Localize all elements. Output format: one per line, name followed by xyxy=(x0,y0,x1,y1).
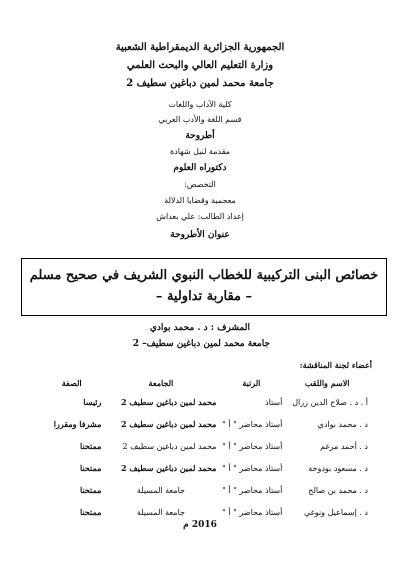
header-name: الاسم واللقب xyxy=(304,378,350,388)
university-name: جامعة محمد لمين دباغين سطيف 2 xyxy=(126,78,274,89)
table-row xyxy=(40,413,370,435)
member-university: جامعة المسيلة xyxy=(136,507,185,517)
member-role: رئيسا xyxy=(83,397,102,407)
member-rank: أستاذ محاضر " أ " xyxy=(222,507,283,517)
degree-name: دكتوراه العلوم xyxy=(173,163,227,173)
member-role: ممتحنا xyxy=(80,441,102,451)
member-rank: أستاذ محاضر " أ " xyxy=(222,419,283,429)
member-rank: أستاذ xyxy=(265,397,283,407)
document-type: أطروحة xyxy=(185,131,215,141)
member-role: ممتحنا xyxy=(80,485,102,495)
ministry-name: وزارة التعليم العالي والبحث العلمي xyxy=(126,60,274,71)
supervisor-university: جامعة محمد لمين دباغين سطيف– 2 xyxy=(132,339,270,349)
supervisor-line: المشرف : د . محمد بوادي xyxy=(149,323,250,333)
member-university: محمد لمين دباغين سطيف 2 xyxy=(121,397,217,407)
member-university: محمد لمين دباغين سطيف 2 xyxy=(121,463,217,473)
committee-table xyxy=(40,375,370,523)
member-rank: أستاذ محاضر " أ " xyxy=(222,485,283,495)
member-name: د . إسماعيل ونوغي xyxy=(303,507,368,517)
header-university: الجامعة xyxy=(148,378,174,388)
degree-purpose: مقدمة لنيل شهادة xyxy=(169,147,231,156)
member-role: ممتحنا xyxy=(80,507,102,517)
specialty-label: التخصص: xyxy=(184,180,216,189)
header-rank: الرتبة xyxy=(242,378,261,388)
committee-label: أعضاء لجنة المناقشة: xyxy=(299,360,372,370)
member-role: مشرفا ومقررا xyxy=(53,419,102,429)
member-name: د . محمد بوادي xyxy=(317,419,368,429)
republic-name: الجمهورية الجزائرية الديمقراطية الشعبية xyxy=(115,42,285,53)
member-role: ممتحنا xyxy=(80,463,102,473)
table-row xyxy=(40,391,370,413)
table-row xyxy=(40,479,370,501)
specialty-name: معجمية وقضايا الدلالة xyxy=(164,196,236,205)
faculty-name: كلية الآداب واللغات xyxy=(168,100,232,109)
title-label: عنوان الأطروحة xyxy=(170,230,230,240)
member-name: د . أحمد مرغم xyxy=(320,441,368,451)
member-university: محمد لمين دباغين سطيف 2 xyxy=(121,419,217,429)
member-name: د . مسعود بودوخة xyxy=(308,463,368,473)
member-rank: أستاذ محاضر " أ " xyxy=(222,463,283,473)
table-row xyxy=(40,457,370,479)
thesis-title: خصائص البنى التركيبية للخطاب النبوي الشريف في صحيح مسلم xyxy=(29,268,379,283)
member-name: د . محمد بن صالح xyxy=(308,485,368,495)
thesis-title-box xyxy=(21,258,387,316)
member-university: جامعة المسيلة xyxy=(136,485,185,495)
member-rank: أستاذ محاضر " أ " xyxy=(222,441,283,451)
header-role: الصفة xyxy=(61,378,82,388)
thesis-subtitle: – مقاربة تداولية – xyxy=(155,289,253,304)
member-name: أ . د . صلاح الدين زرال xyxy=(292,397,368,407)
department-name: قسم اللغة والأدب العربي xyxy=(158,115,242,124)
student-name: إعداد الطالب: علي بعداش xyxy=(156,212,244,221)
committee-header-row xyxy=(40,375,370,391)
member-university: محمد لمين دباغين سطيف 2 xyxy=(122,441,217,451)
defense-year: 2016 م xyxy=(183,520,217,530)
table-row xyxy=(40,435,370,457)
